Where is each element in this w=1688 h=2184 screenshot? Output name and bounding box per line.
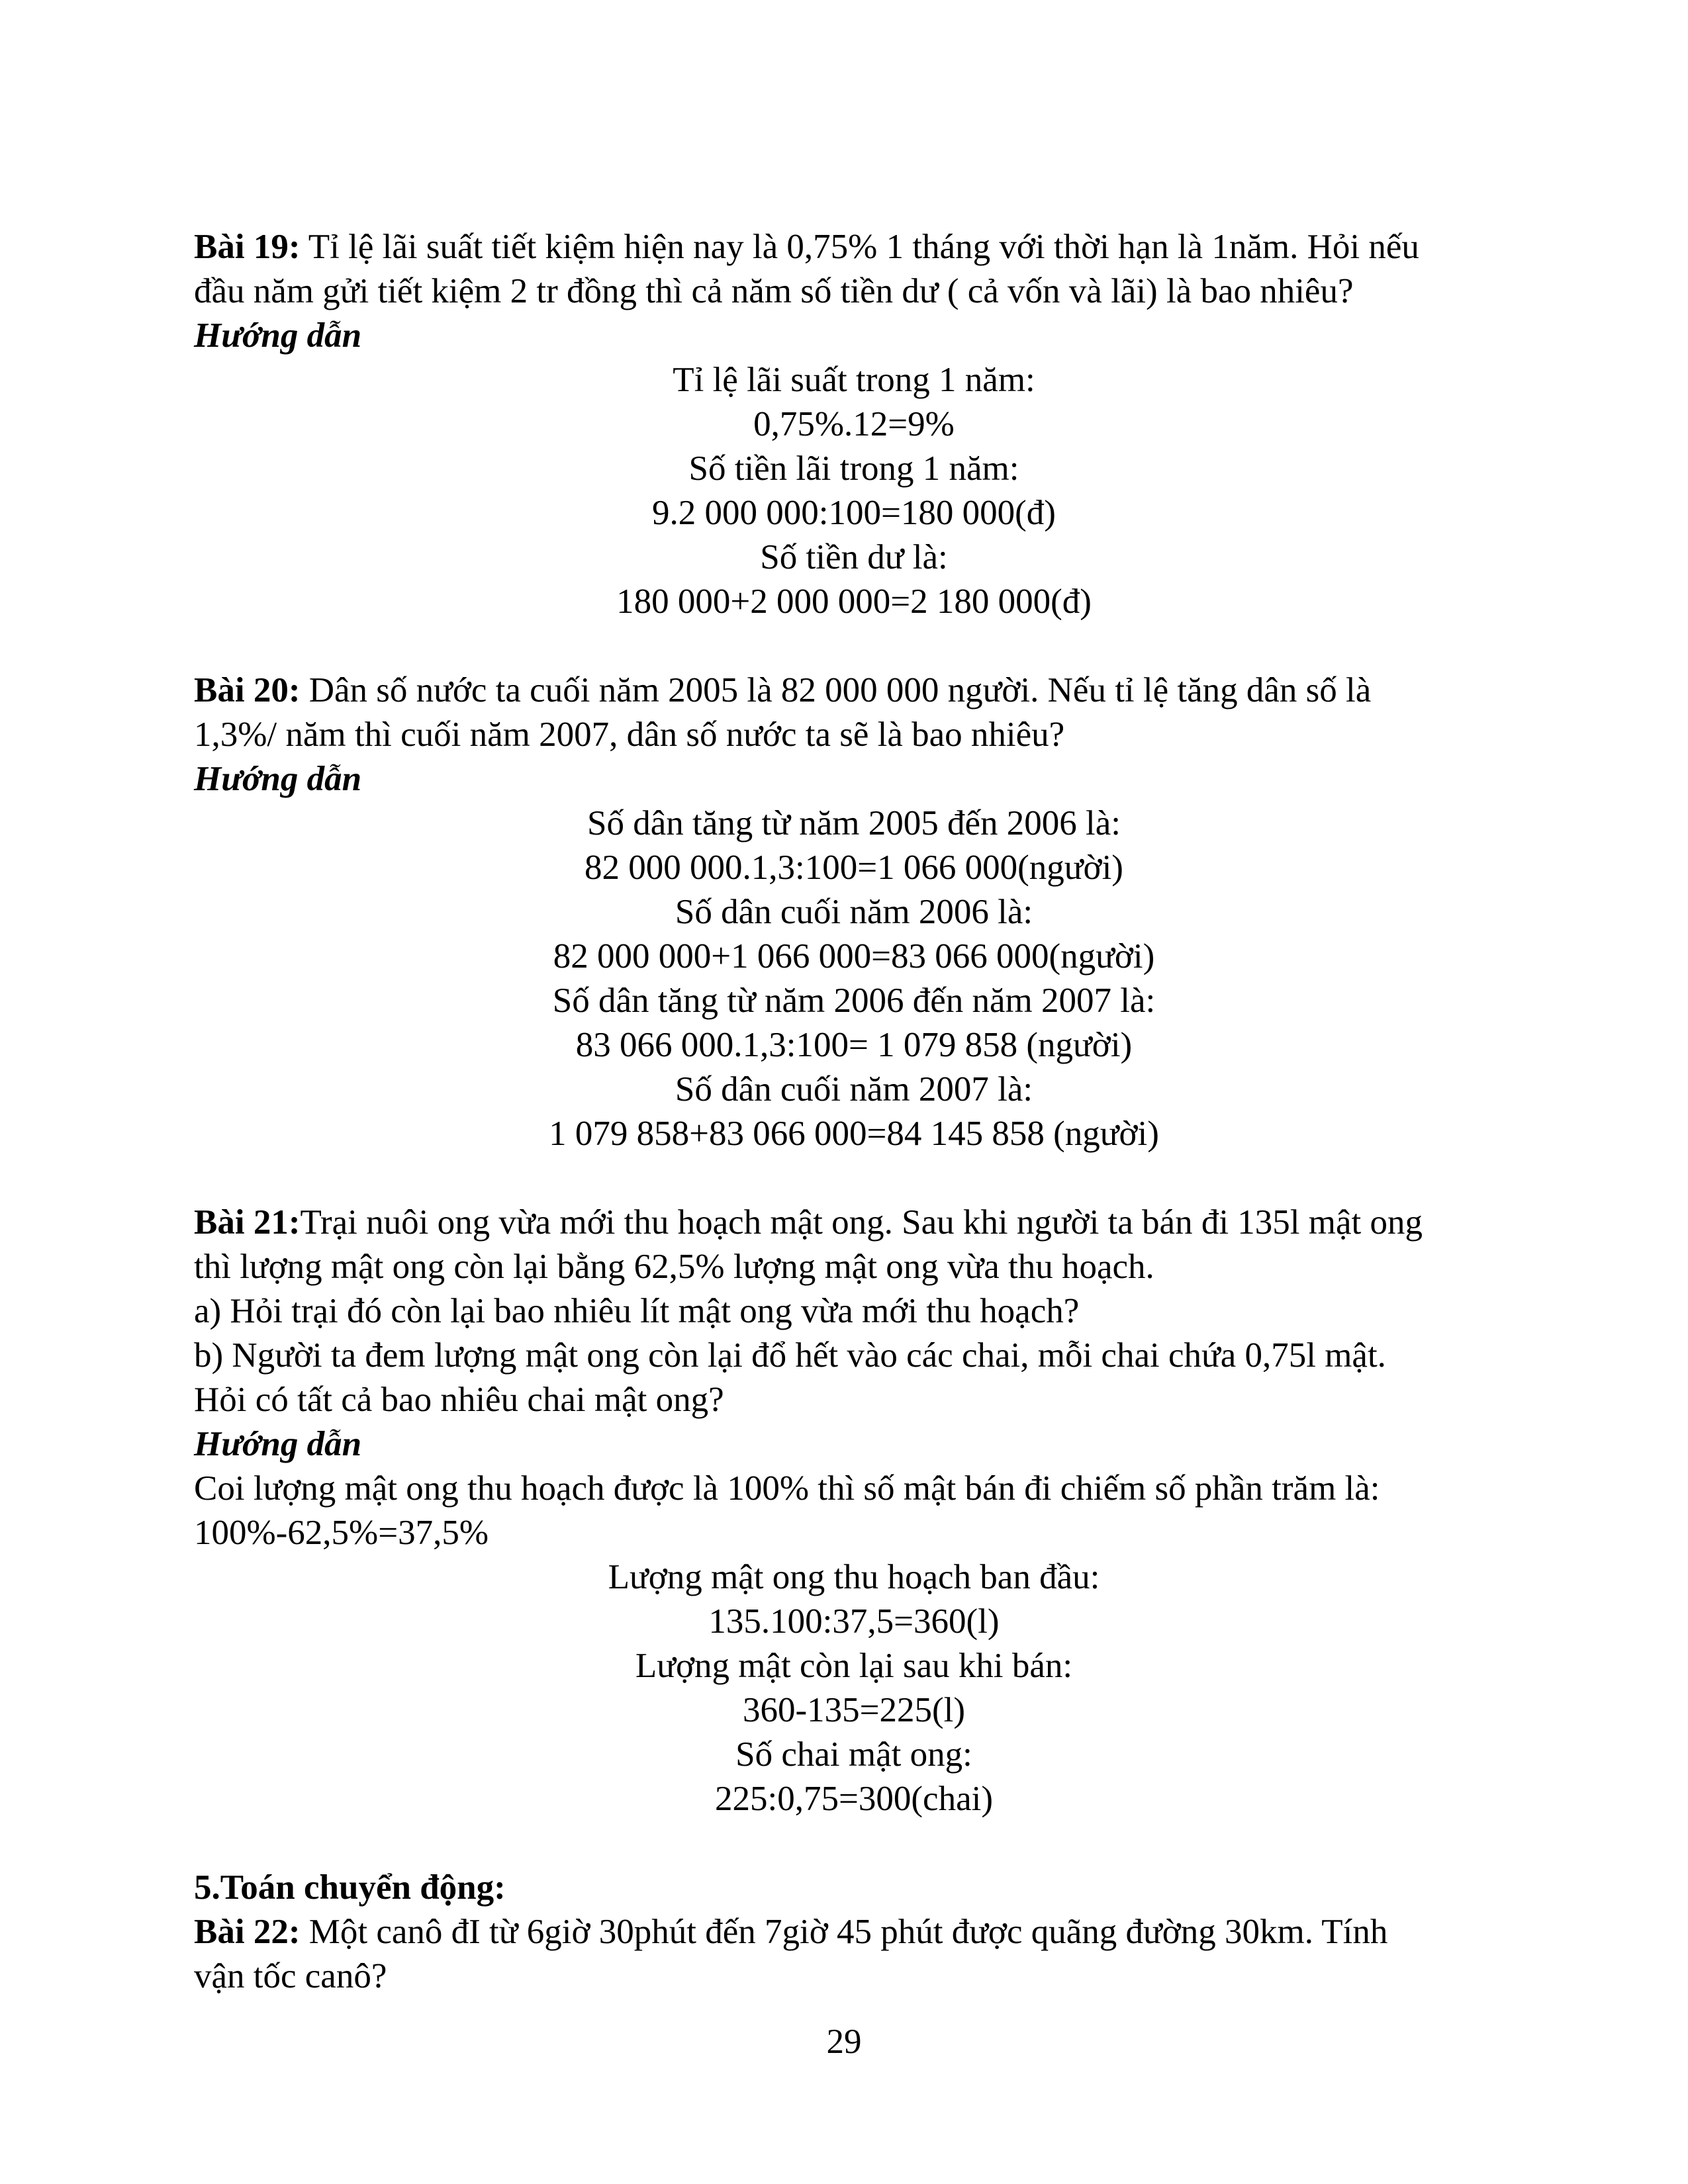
problem-21-solution-line: 360-135=225(l) xyxy=(742,1691,966,1729)
problem-19-solution-line: Tỉ lệ lãi suất trong 1 năm: xyxy=(673,361,1035,399)
spacer xyxy=(194,1156,1514,1201)
problem-19-label: Bài 19: xyxy=(194,228,301,266)
problem-21-question-line1 xyxy=(194,1201,1514,1245)
problem-20-solution-line: 1 079 858+83 066 000=84 145 858 (người) xyxy=(549,1115,1159,1153)
problem-21-guide-heading: Hướng dẫn xyxy=(194,1425,362,1463)
problem-19-solution-line: 180 000+2 000 000=2 180 000(đ) xyxy=(616,582,1092,621)
problem-21-solution-line: 135.100:37,5=360(l) xyxy=(708,1602,1000,1641)
problem-22-text: Một canô đI từ 6giờ 30phút đến 7giờ 45 phút được quãng đường 30km. Tính xyxy=(300,1913,1388,1951)
problem-20-solution-line: Số dân cuối năm 2007 là: xyxy=(675,1070,1033,1109)
problem-21-question-line5: Hỏi có tất cả bao nhiêu chai mật ong? xyxy=(194,1381,724,1419)
document-page xyxy=(194,225,1514,1999)
problem-21-solution-line: Số chai mật ong: xyxy=(735,1735,972,1774)
problem-21-intro-line2: 100%-62,5%=37,5% xyxy=(194,1514,489,1552)
problem-19-question-line1 xyxy=(194,225,1514,269)
problem-22-question-line2: vận tốc canô? xyxy=(194,1957,387,1995)
problem-21-solution-line: 225:0,75=300(chai) xyxy=(715,1780,993,1818)
problem-19-solution-line: 9.2 000 000:100=180 000(đ) xyxy=(652,494,1056,532)
spacer xyxy=(194,624,1514,668)
problem-21-text: Trại nuôi ong vừa mới thu hoạch mật ong. Sau khi người ta bán đi 135l mật ong xyxy=(300,1203,1423,1242)
problem-20-solution-line: Số dân tăng từ năm 2006 đến năm 2007 là: xyxy=(552,981,1156,1020)
problem-19-solution-line: Số tiền lãi trong 1 năm: xyxy=(688,449,1019,488)
problem-21-solution-line: Lượng mật ong thu hoạch ban đầu: xyxy=(608,1558,1100,1596)
problem-20-solution-line: 82 000 000.1,3:100=1 066 000(người) xyxy=(585,848,1123,887)
problem-21-label: Bài 21: xyxy=(194,1203,301,1242)
problem-19-solution-line: Số tiền dư là: xyxy=(760,538,948,576)
problem-20-question-line2: 1,3%/ năm thì cuối năm 2007, dân số nước ta sẽ là bao nhiêu? xyxy=(194,715,1065,754)
problem-20-question-line1 xyxy=(194,668,1514,713)
problem-21-intro-line1: Coi lượng mật ong thu hoạch được là 100% thì số mật bán đi chiếm số phần trăm là: xyxy=(194,1469,1380,1508)
problem-22-label: Bài 22: xyxy=(194,1913,301,1951)
spacer xyxy=(194,1821,1514,1866)
problem-22-question-line1 xyxy=(194,1910,1514,1954)
problem-19-question-line2: đầu năm gửi tiết kiệm 2 tr đồng thì cả năm số tiền dư ( cả vốn và lãi) là bao nhiêu? xyxy=(194,272,1354,310)
problem-20-label: Bài 20: xyxy=(194,671,301,709)
problem-21-question-line3: a) Hỏi trại đó còn lại bao nhiêu lít mật ong vừa mới thu hoạch? xyxy=(194,1292,1080,1330)
section-heading: 5.Toán chuyển động: xyxy=(194,1868,506,1907)
problem-20-guide-heading: Hướng dẫn xyxy=(194,760,362,798)
problem-21-question-line4: b) Người ta đem lượng mật ong còn lại đổ hết vào các chai, mỗi chai chứa 0,75l mật. xyxy=(194,1336,1386,1375)
page-number: 29 xyxy=(826,2023,862,2061)
problem-20-solution-line: 83 066 000.1,3:100= 1 079 858 (người) xyxy=(575,1026,1133,1064)
problem-20-solution-line: 82 000 000+1 066 000=83 066 000(người) xyxy=(553,937,1155,976)
problem-21-solution-line: Lượng mật còn lại sau khi bán: xyxy=(635,1647,1073,1685)
problem-21 xyxy=(194,1201,1514,1821)
problem-21-question-line2: thì lượng mật ong còn lại bằng 62,5% lượng mật ong vừa thu hoạch. xyxy=(194,1248,1154,1286)
problem-19-guide-heading: Hướng dẫn xyxy=(194,316,362,355)
problem-20 xyxy=(194,668,1514,1156)
problem-20-solution-line: Số dân tăng từ năm 2005 đến 2006 là: xyxy=(587,804,1121,842)
problem-20-text: Dân số nước ta cuối năm 2005 là 82 000 000 người. Nếu tỉ lệ tăng dân số là xyxy=(300,671,1372,709)
problem-22 xyxy=(194,1910,1514,1999)
problem-19-solution-line: 0,75%.12=9% xyxy=(753,405,955,443)
problem-20-solution-line: Số dân cuối năm 2006 là: xyxy=(675,893,1033,931)
problem-19 xyxy=(194,225,1514,624)
problem-19-text: Tỉ lệ lãi suất tiết kiệm hiện nay là 0,75% 1 tháng với thời hạn là 1năm. Hỏi nếu xyxy=(300,228,1419,266)
